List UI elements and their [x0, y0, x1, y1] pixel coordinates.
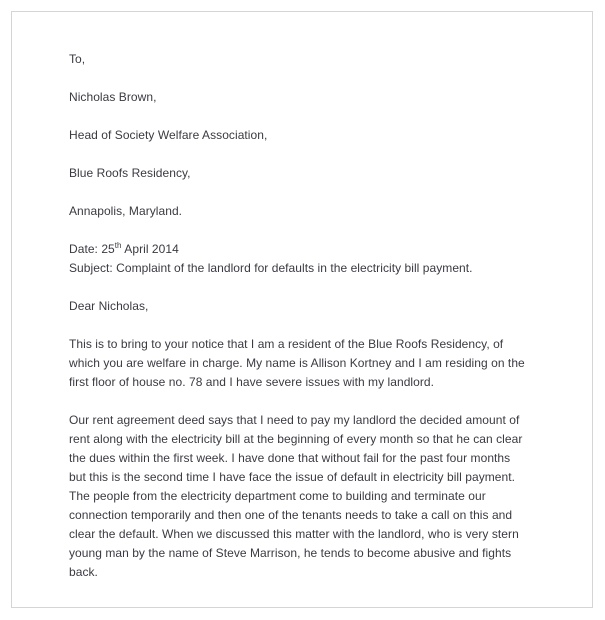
letter-greeting: Dear Nicholas, [69, 299, 149, 313]
recipient-name: Nicholas Brown, [69, 90, 157, 104]
letter-page [11, 11, 593, 608]
letter-paragraph: Our rent agreement deed says that I need to pay my landlord the decided amount of rent along with the electricity bill at the beginning of every month so that he can clear the dues within the first week. I have done that without fail for the past four months but this is the second time I have face the issue of default in electricity bill payment. The people from the electricity department come to building and terminate our connection temporarily and then one of the tenants needs to take a call on this and clear the default. When we discussed this matter with the landlord, who is very stern young man by the name of Steve Marrison, he tends to become abusive and fights back. [69, 413, 523, 579]
letter-meta-block [69, 240, 525, 278]
letter-subject: Subject: Complaint of the landlord for defaults in the electricity bill payment. [69, 261, 473, 275]
date-ordinal-suffix: th [114, 241, 122, 250]
letter-date [69, 240, 525, 259]
letter-content [69, 50, 525, 601]
date-day: 25 [101, 242, 115, 256]
recipient-title: Head of Society Welfare Association, [69, 128, 268, 142]
letter-paragraph: This is to bring to your notice that I am a resident of the Blue Roofs Residency, of which you are welfare in charge. My name is Allison Kortney and I am residing on the first floor of house no. 78 and I have severe issues with my landlord. [69, 337, 525, 389]
recipient-to-label: To, [69, 52, 86, 66]
recipient-organization: Blue Roofs Residency, [69, 166, 191, 180]
recipient-location: Annapolis, Maryland. [69, 204, 183, 218]
date-month-year: April 2014 [124, 242, 179, 256]
date-label: Date: [69, 242, 98, 256]
